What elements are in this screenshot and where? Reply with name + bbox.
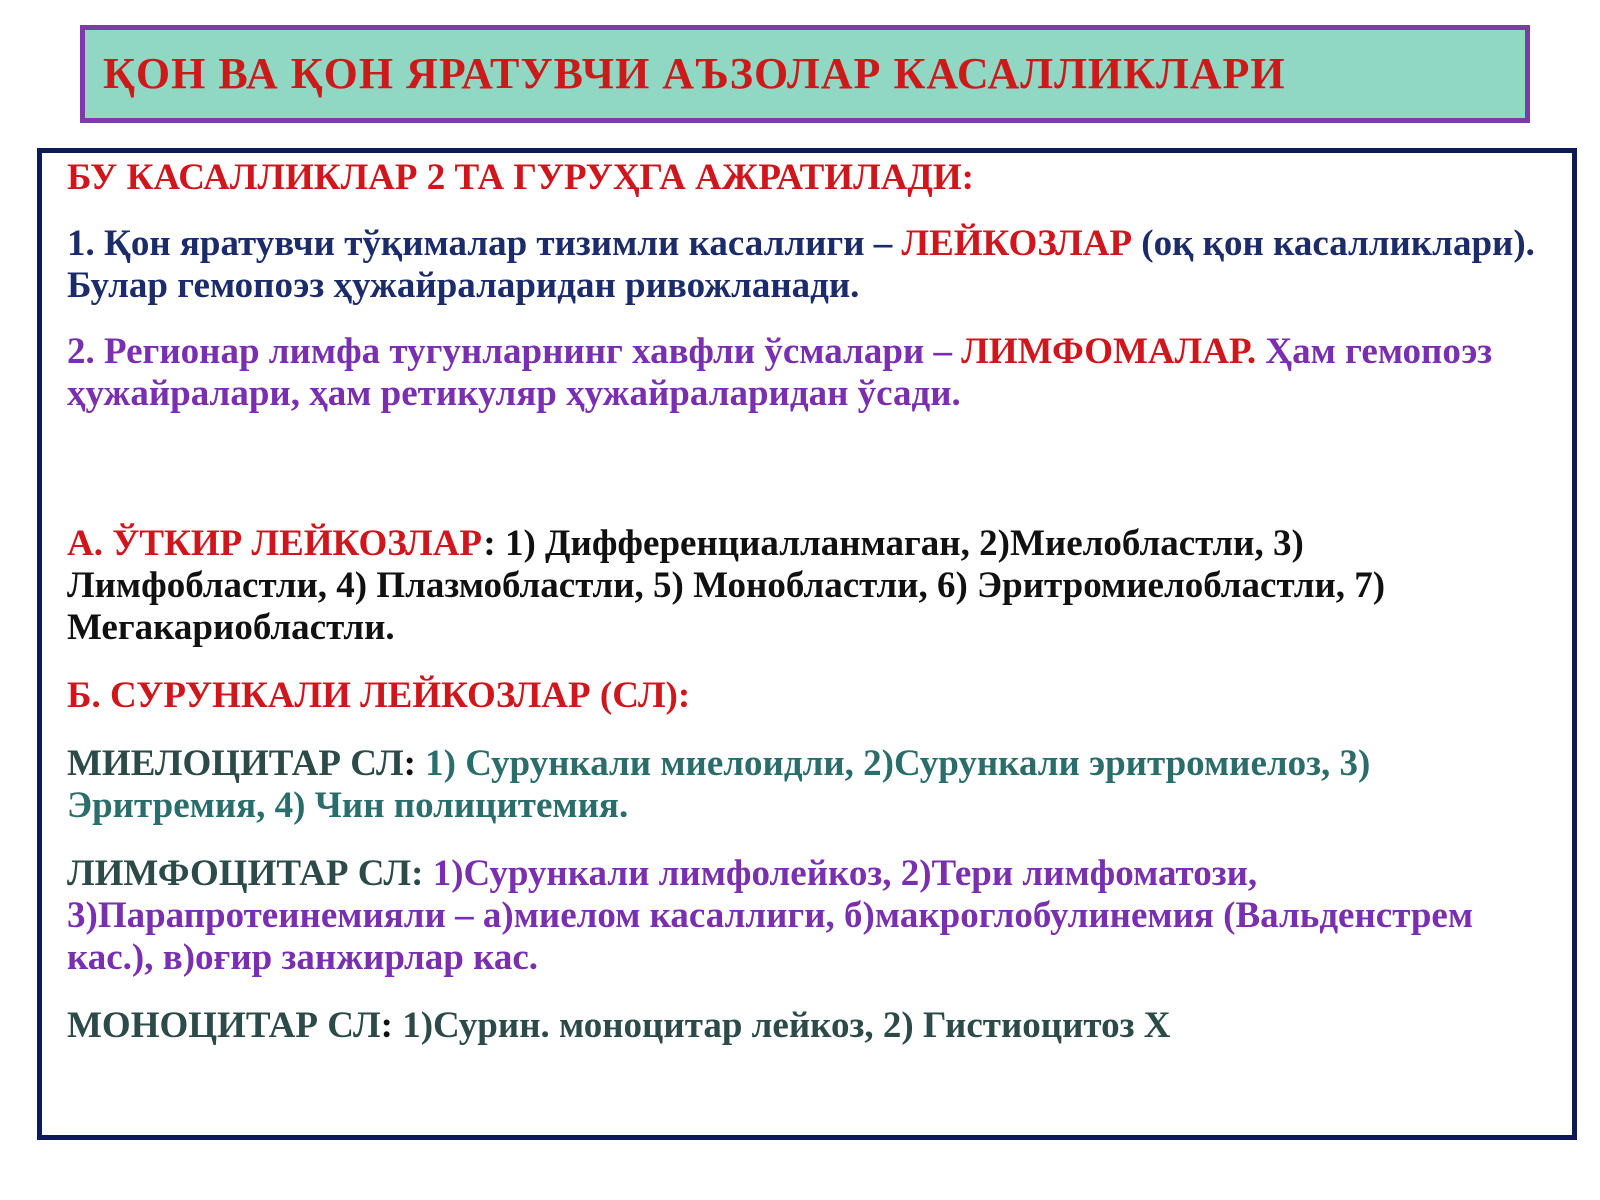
group-2-text-after: Ҳам гемопоэз ҳужайралари, ҳам ретикуляр ҳужайраларидан ўсади. [67,331,1493,414]
content-panel [37,148,1577,1140]
group-1-text-after: (оқ қон касалликлари). Булар гемопоэз ҳужайраларидан ривожланади. [67,223,1535,306]
monocytic-label: МОНОЦИТАР СЛ [67,1005,381,1046]
content-body [67,157,1557,1047]
myelocytic-text: 1) Сурункали миелоидли, 2)Сурункали эритромиелоз, 3) Эритремия, 4) Чин полицитемия. [67,743,1371,826]
acute-leukemia-label: А. ЎТКИР ЛЕЙКОЗЛАР [67,523,484,564]
group-1-text-before: 1. Қон яратувчи тўқималар тизимли касаллиги – [67,223,902,264]
group-1-highlight: ЛЕЙКОЗЛАР [901,223,1133,264]
acute-leukemia-text: : 1) Дифференциалланмаган, 2)Миелобластли, 3) Лимфобластли, 4) Плазмобластли, 5) Монобластли, 6) Эритромиелобластли, 7) Мегакариобластли. [67,523,1386,648]
intro-heading: БУ КАСАЛЛИКЛАР 2 ТА ГУРУҲГА АЖРАТИЛАДИ: [67,157,974,198]
monocytic-paragraph [67,1005,1557,1047]
slide-title: ҚОН ВА ҚОН ЯРАТУВЧИ АЪЗОЛАР КАСАЛЛИКЛАРИ [103,49,1286,98]
title-banner [80,25,1530,123]
monocytic-text: 1)Сурин. моноцитар лейкоз, 2) Гистиоцитоз Х [402,1005,1171,1046]
myelocytic-paragraph [67,743,1557,827]
monocytic-colon: : [380,1005,403,1046]
acute-leukemia-paragraph [67,523,1557,649]
chronic-heading: Б. СУРУНКАЛИ ЛЕЙКОЗЛАР (СЛ): [67,675,691,716]
group-1-paragraph [67,223,1557,307]
lymphocytic-text: 1)Сурункали лимфолейкоз, 2)Тери лимфоматози, 3)Парапротеинемияли – а)миелом касаллиги, б)макроглобулинемия (Вальденстрем кас.), в)оғир занжирлар кас. [67,853,1474,978]
group-2-text-before: 2. Регионар лимфа тугунларнинг хавфли ўсмалари – [67,331,962,372]
group-2-paragraph [67,331,1557,415]
group-2-highlight: ЛИМФОМАЛАР. [961,331,1257,372]
lymphocytic-label: ЛИМФОЦИТАР СЛ: [67,853,433,894]
myelocytic-colon: : [403,743,426,784]
myelocytic-label: МИЕЛОЦИТАР СЛ [67,743,404,784]
lymphocytic-paragraph [67,853,1557,979]
